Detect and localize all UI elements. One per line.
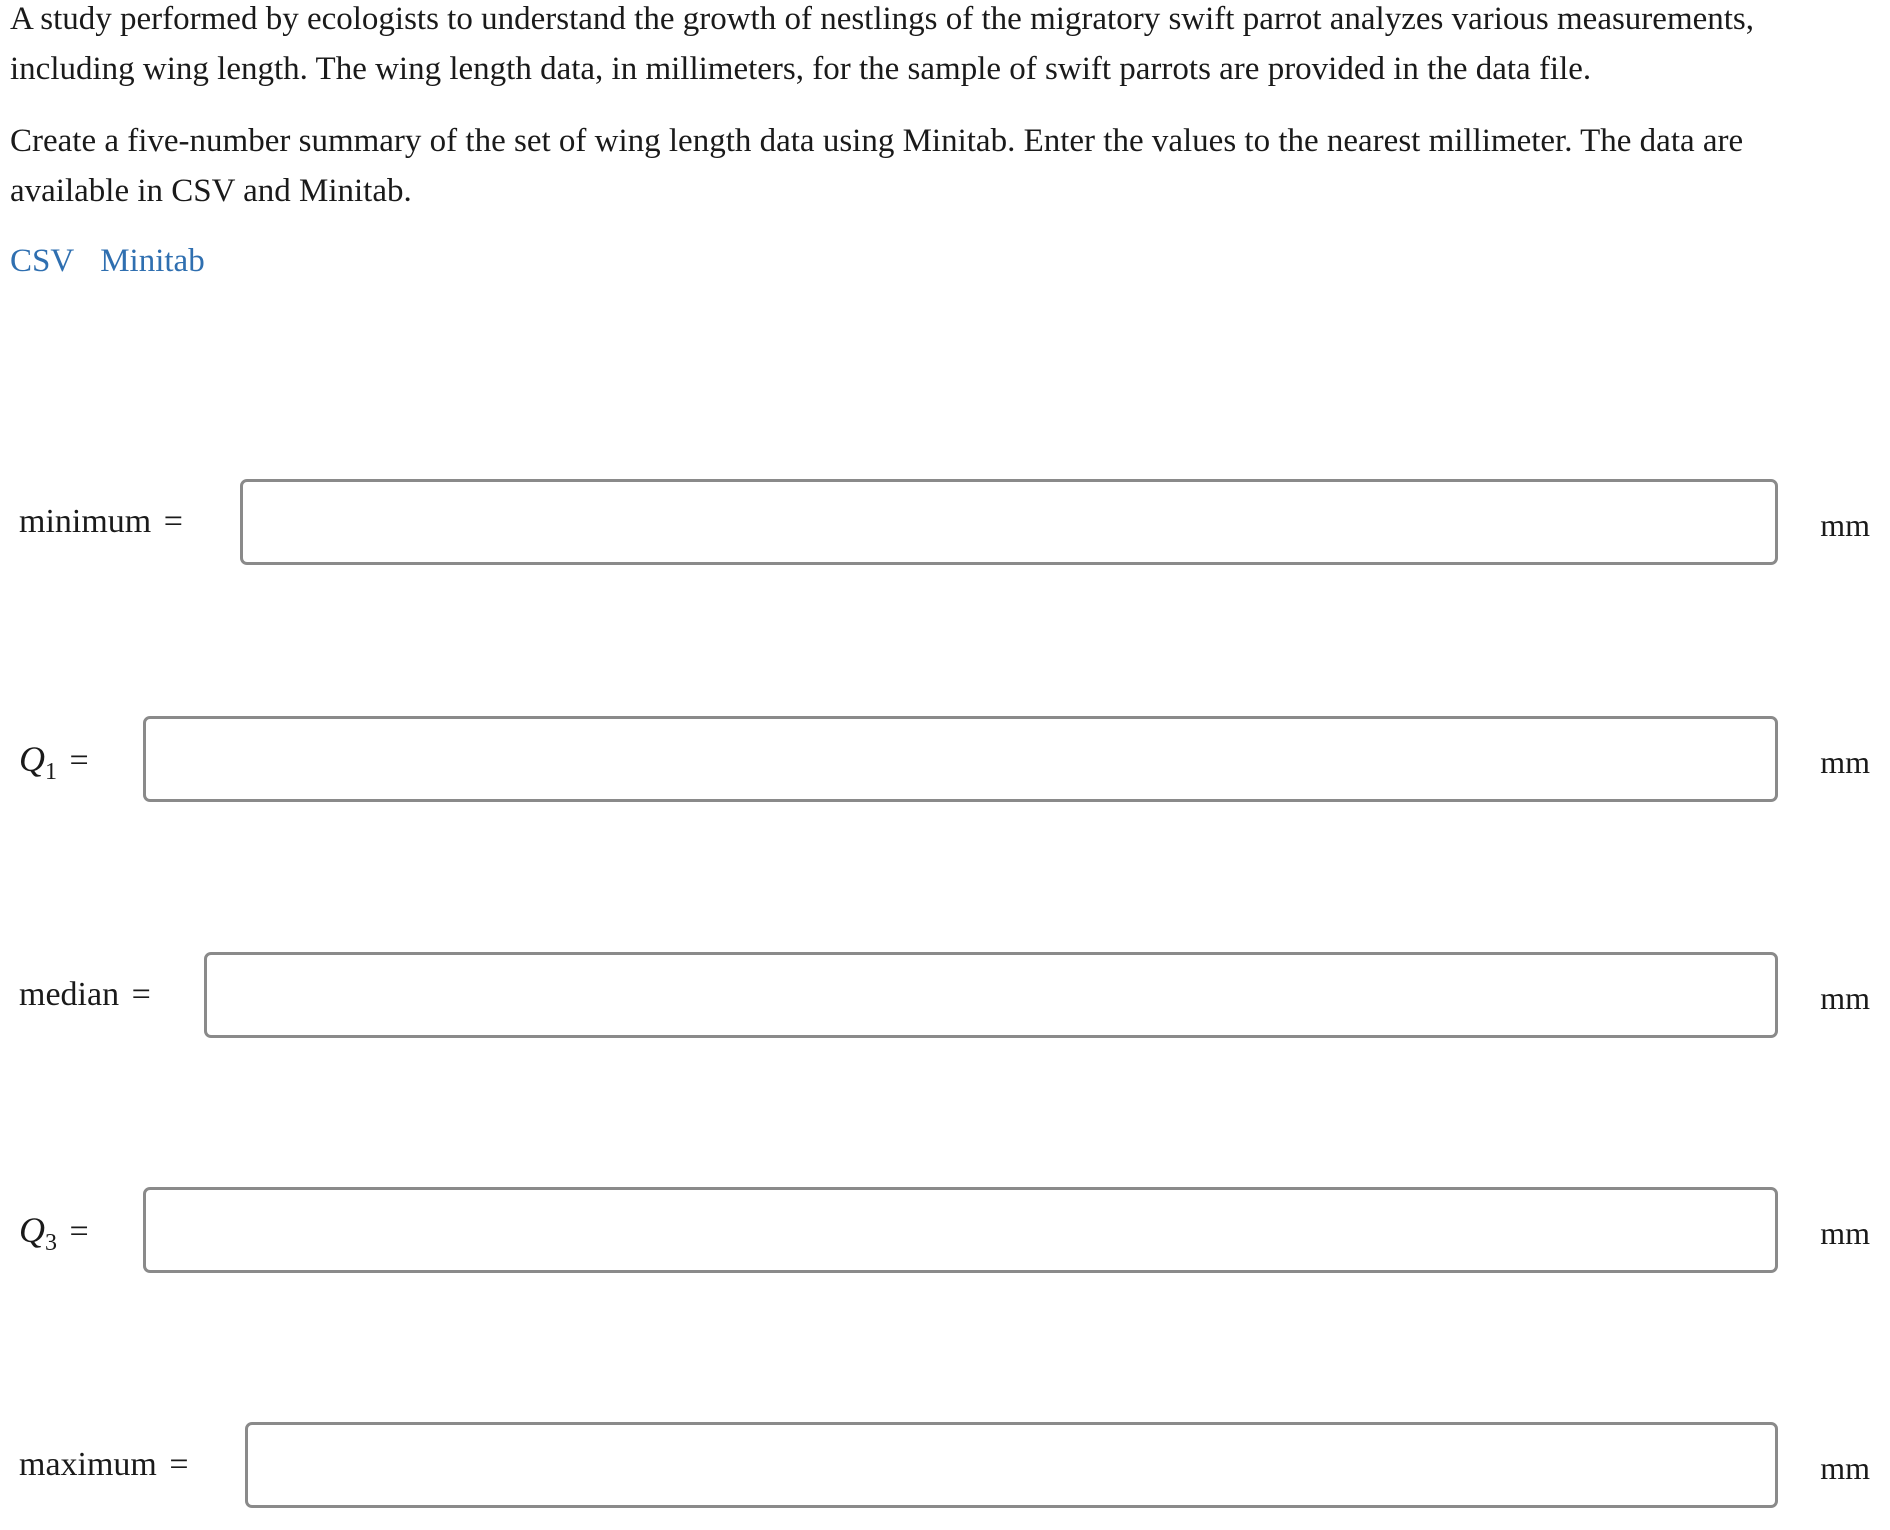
question-paragraph-instructions: Create a five-number summary of the set of wing length data using Minitab. Enter the values to the nearest millimeter. The data are available in CSV and Minitab.: [10, 123, 1744, 209]
maximum-row: [0, 1422, 1890, 1508]
median-input[interactable]: [204, 952, 1778, 1038]
median-label: median =: [19, 976, 151, 1013]
median-unit: mm: [1820, 980, 1870, 1016]
median-row: [0, 952, 1890, 1038]
minimum-input[interactable]: [240, 479, 1778, 565]
maximum-label: maximum =: [19, 1446, 189, 1483]
q1-label: $Q_1$ =: [19, 739, 89, 785]
data-file-links: [10, 236, 1870, 286]
q3-input[interactable]: [143, 1187, 1778, 1273]
minimum-row: [0, 479, 1890, 565]
q3-row: [0, 1187, 1890, 1273]
csv-link[interactable]: CSV: [10, 243, 75, 279]
q1-input[interactable]: [143, 716, 1778, 802]
q1-unit: mm: [1820, 744, 1870, 780]
q1-row: [0, 716, 1890, 802]
minimum-unit: mm: [1820, 507, 1870, 543]
minimum-label: minimum =: [19, 503, 183, 540]
minitab-link[interactable]: Minitab: [100, 243, 205, 279]
question-text: [10, 0, 1870, 286]
question-paragraph-intro: A study performed by ecologists to understand the growth of nestlings of the migratory swift parrot analyzes various measurements, including wing length. The wing length data, in millimeters, for the sample of swift parrots are provided in the data file.: [10, 1, 1755, 87]
q3-label: $Q_3$ =: [19, 1210, 89, 1256]
maximum-unit: mm: [1820, 1450, 1870, 1486]
maximum-input[interactable]: [245, 1422, 1778, 1508]
q3-unit: mm: [1820, 1215, 1870, 1251]
